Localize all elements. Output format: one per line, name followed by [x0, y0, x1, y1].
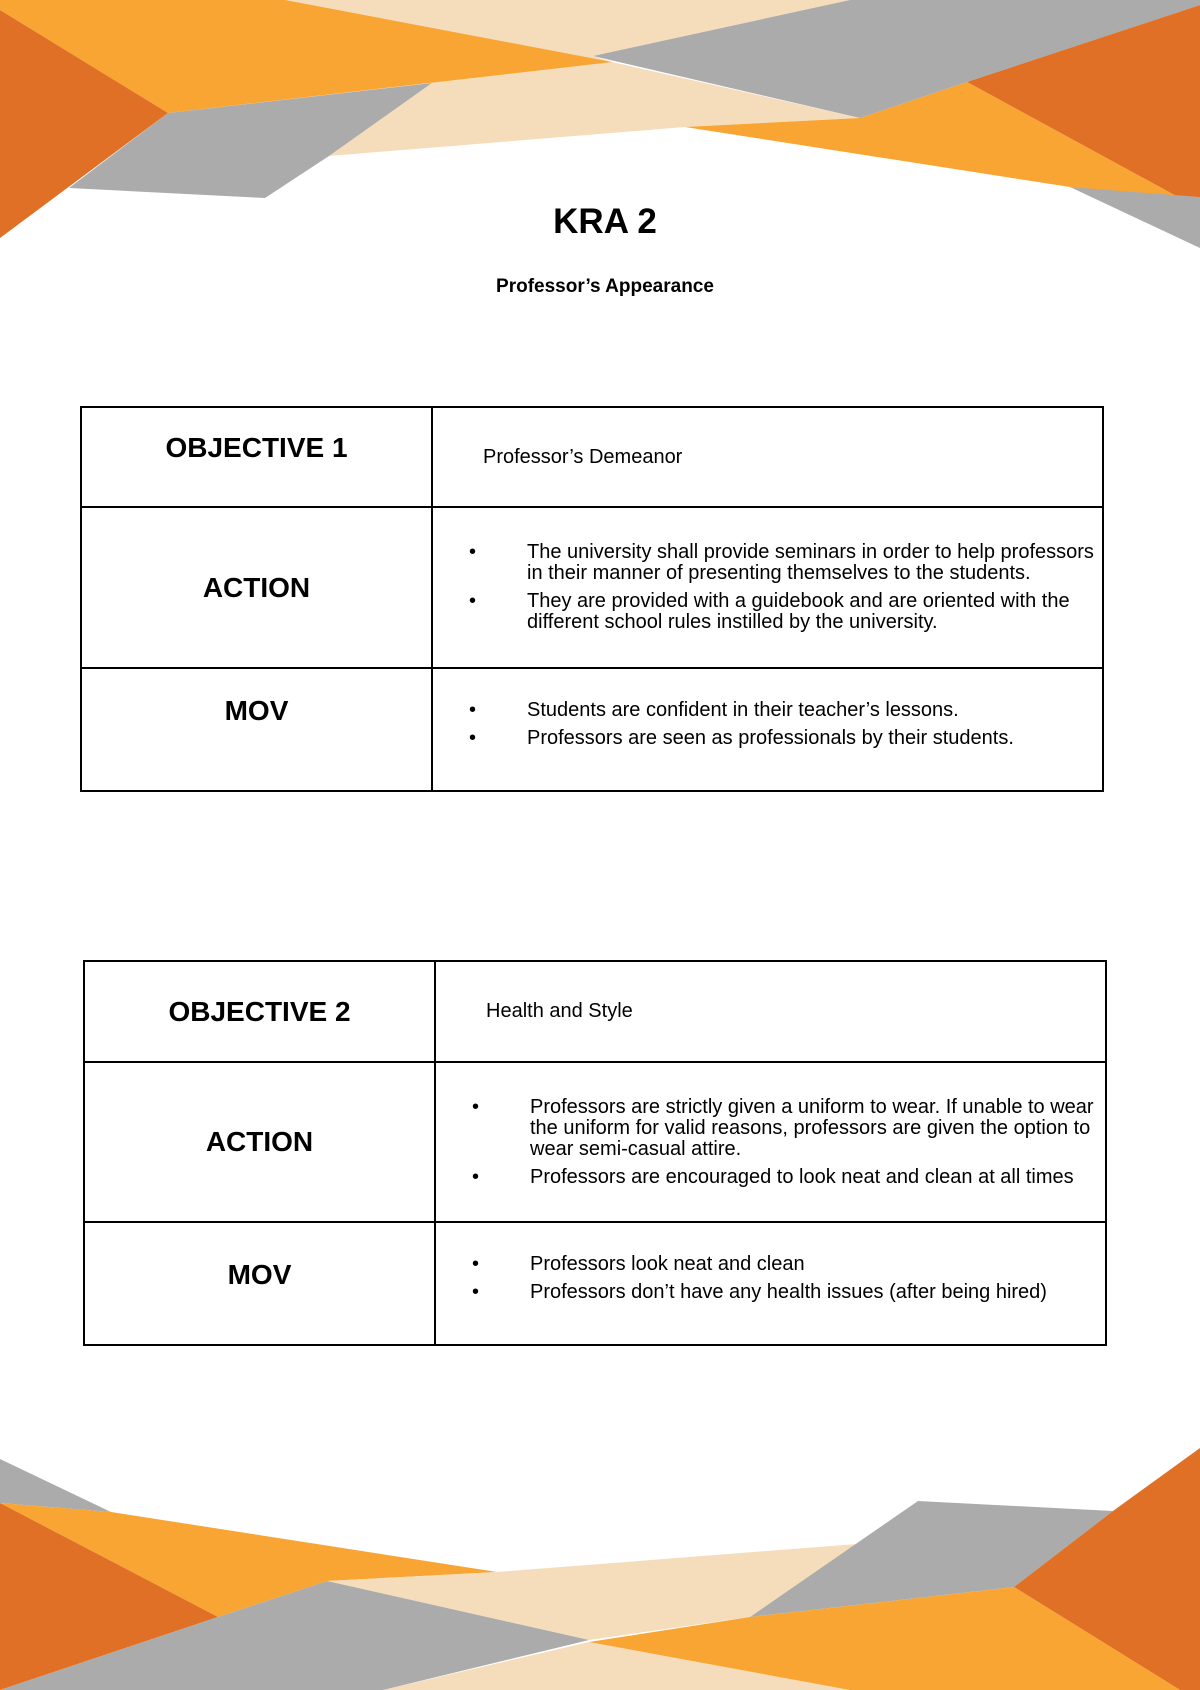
objective-label: OBJECTIVE 1: [81, 407, 432, 507]
bullet-icon: •: [469, 590, 477, 612]
action-label: ACTION: [84, 1062, 435, 1222]
list-item: • The university shall provide seminars in order to help professors in their manner of presenting themselves to the students.: [469, 541, 1094, 584]
list-item: • Professors are strictly given a uniform to wear. If unable to wear the uniform for valid reasons, professors are given the option to wear semi-casual attire.: [472, 1095, 1094, 1160]
bullet-icon: •: [472, 1253, 480, 1275]
mov-label: MOV: [84, 1222, 435, 1345]
list-item: • Professors are encouraged to look neat and clean at all times: [472, 1165, 1074, 1188]
list-item: • Professors don’t have any health issues (after being hired): [472, 1281, 1047, 1303]
objective-1-table: [80, 406, 1104, 792]
objective-title: Health and Style: [435, 961, 1106, 1062]
list-item: • Professors are seen as professionals by their students.: [469, 727, 1014, 749]
action-list: [432, 507, 1103, 668]
bottom-decoration: [0, 1440, 1200, 1690]
bullet-icon: •: [469, 541, 477, 563]
action-label: ACTION: [81, 507, 432, 668]
objective-label: OBJECTIVE 2: [84, 961, 435, 1062]
bullet-icon: •: [472, 1095, 480, 1118]
page-title: KRA 2: [553, 202, 657, 241]
page-subtitle: Professor’s Appearance: [496, 276, 714, 297]
bullet-icon: •: [469, 699, 477, 721]
mov-list: [432, 668, 1103, 791]
mov-label: MOV: [81, 668, 432, 791]
objective-title: Professor’s Demeanor: [432, 407, 1103, 507]
bullet-icon: •: [472, 1281, 480, 1303]
list-item: • They are provided with a guidebook and are oriented with the different school rules instilled by the university.: [469, 590, 1070, 633]
list-item: • Students are confident in their teacher’s lessons.: [469, 699, 959, 721]
objective-2-table: [83, 960, 1107, 1346]
mov-list: [435, 1222, 1106, 1345]
list-item: • Professors look neat and clean: [472, 1253, 805, 1275]
action-list: [435, 1062, 1106, 1222]
bullet-icon: •: [469, 727, 477, 749]
bullet-icon: •: [472, 1165, 480, 1188]
